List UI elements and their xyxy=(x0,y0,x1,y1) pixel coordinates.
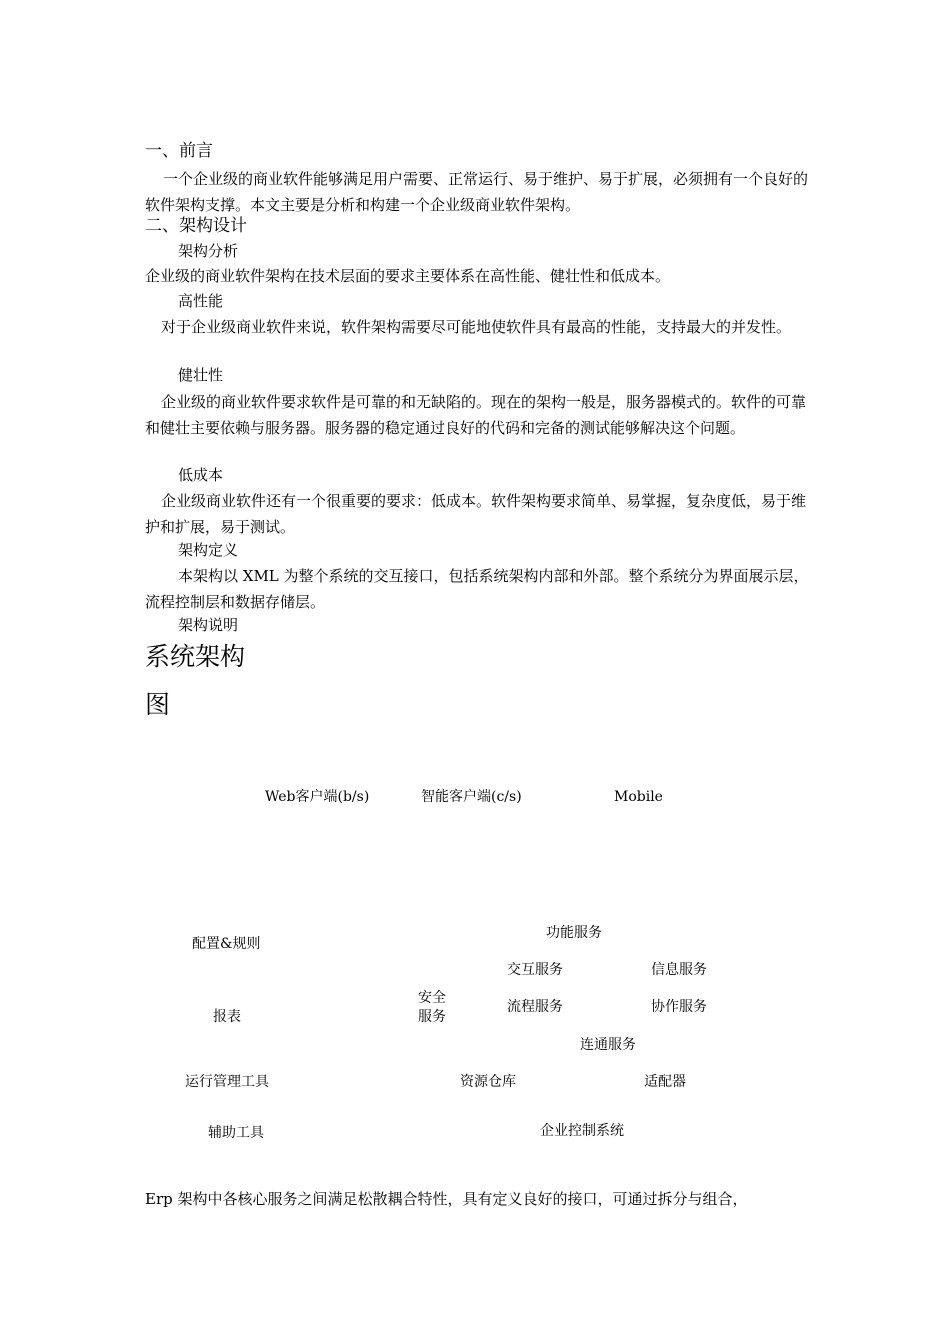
config-rules-label: 配置&规则 xyxy=(192,936,261,952)
definition-heading: 架构定义 xyxy=(178,541,239,559)
lowcost-paragraph: 企业级商业软件还有一个很重要的要求：低成本。软件架构要求简单、易掌握，复杂度低，易于维护和扩展，易于测试。 xyxy=(145,492,807,536)
interaction-service-label: 交互服务 xyxy=(507,962,563,978)
process-service-label: 流程服务 xyxy=(507,999,563,1015)
analysis-heading: 架构分析 xyxy=(178,242,239,260)
robust-heading: 健壮性 xyxy=(178,366,224,384)
runtime-tools-label: 运行管理工具 xyxy=(185,1074,269,1090)
design-heading: 二、架构设计 xyxy=(145,216,247,236)
info-service-label: 信息服务 xyxy=(651,962,707,978)
resource-repo-label: 资源仓库 xyxy=(460,1074,516,1090)
lowcost-heading: 低成本 xyxy=(178,466,224,484)
web-client-label: Web客户端(b/s) xyxy=(265,789,370,805)
enterprise-control-label: 企业控制系统 xyxy=(540,1123,624,1139)
aux-tools-label: 辅助工具 xyxy=(208,1125,264,1141)
collab-service-label: 协作服务 xyxy=(651,999,707,1015)
performance-paragraph: 对于企业级商业软件来说，软件架构需要尽可能地使软件具有最高的性能，支持最大的并发性。 xyxy=(161,318,792,336)
preface-paragraph: 一个企业级的商业软件能够满足用户需要、正常运行、易于维护、易于扩展，必须拥有一个良好的软件架构支撑。本文主要是分析和构建一个企业级商业软件架构。 xyxy=(145,170,809,214)
mobile-label: Mobile xyxy=(614,789,663,805)
function-service-label: 功能服务 xyxy=(546,925,602,941)
security-label-line2: 服务 xyxy=(418,1009,446,1025)
explain-heading: 架构说明 xyxy=(178,616,239,634)
smart-client-label: 智能客户端(c/s) xyxy=(421,789,522,805)
adapter-label: 适配器 xyxy=(644,1074,686,1090)
footer-paragraph: Erp 架构中各核心服务之间满足松散耦合特性，具有定义良好的接口，可通过拆分与组合， xyxy=(145,1190,748,1208)
definition-paragraph: 本架构以 XML 为整个系统的交互接口，包括系统架构内部和外部。整个系统分为界面展示层，流程控制层和数据存储层。 xyxy=(145,567,809,611)
analysis-paragraph: 企业级的商业软件架构在技术层面的要求主要体系在高性能、健壮性和低成本。 xyxy=(145,267,671,285)
diagram-title-line2: 图 xyxy=(145,690,171,719)
report-label: 报表 xyxy=(213,1009,241,1025)
performance-heading: 高性能 xyxy=(178,292,224,310)
robust-paragraph: 企业级的商业软件要求软件是可靠的和无缺陷的。现在的架构一般是，服务器模式的。软件的可靠和健壮主要依赖与服务器。服务器的稳定通过良好的代码和完备的测试能够解决这个问题。 xyxy=(145,393,807,437)
diagram-title-line1: 系统架构 xyxy=(145,642,246,671)
security-label-line1: 安全 xyxy=(418,990,446,1006)
preface-heading: 一、前言 xyxy=(145,141,213,161)
connect-service-label: 连通服务 xyxy=(580,1037,636,1053)
